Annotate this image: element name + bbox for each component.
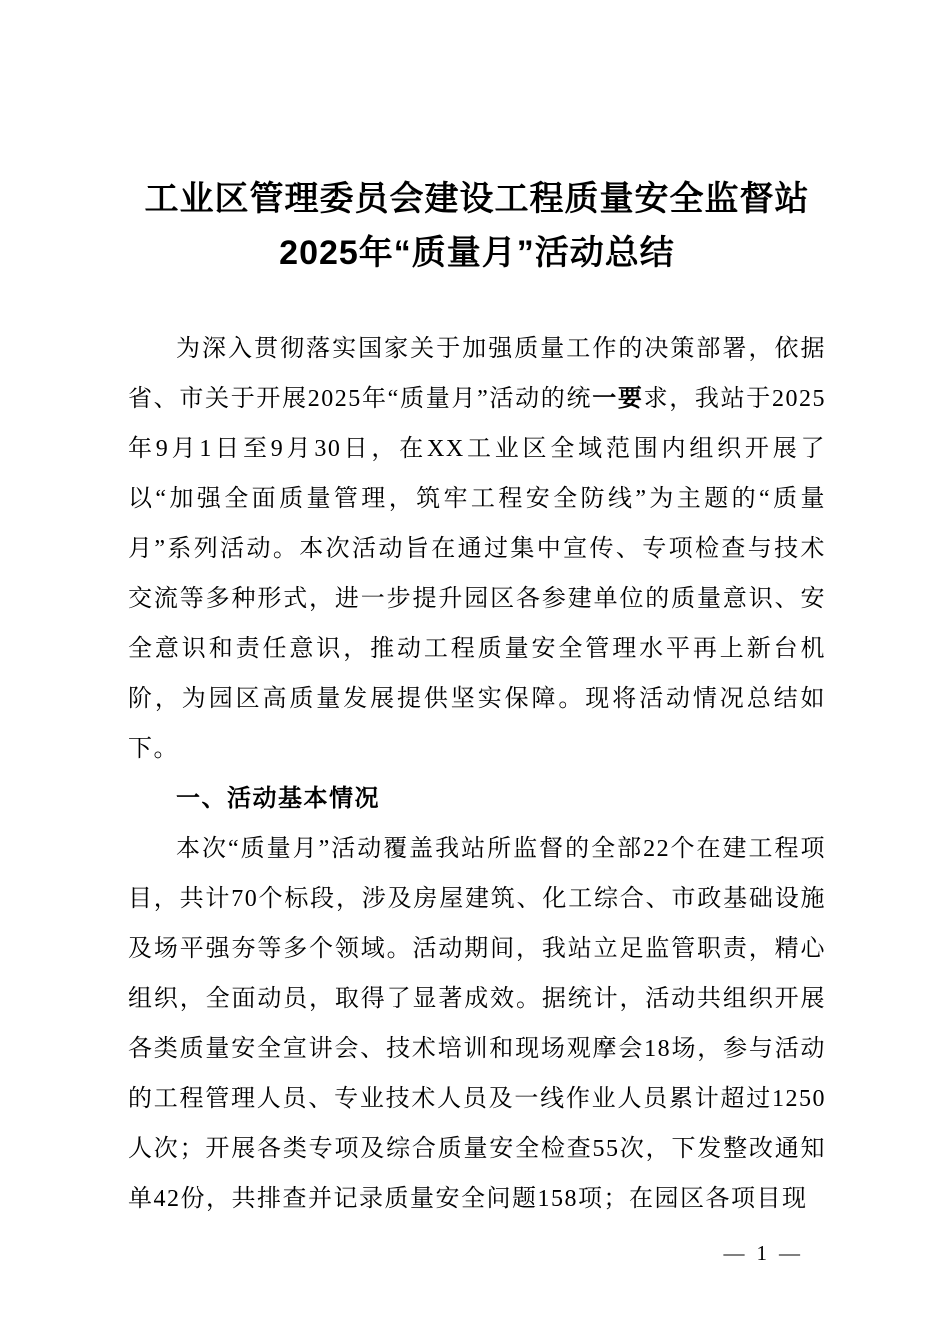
section-heading xyxy=(128,774,826,824)
document-title-line2: 2025年“质量月”活动总结 xyxy=(279,234,675,272)
page-footer xyxy=(724,1241,801,1266)
text-segment: 求，我站于2025年9月1日至9月30日，在XX工业区全域范围内组织开展了以“加强全面质量管理，筑牢工程安全防线”为主题的“质量月”系列活动。本次活动旨在通过集中宣传、专项检查与技术交流等多种形式，进一步提升园区各参建单位的质量意识、安全意识和责任意识，推动工程质量安全管理水平再上新台机阶，为园区高质量发展提供坚实保障。现将活动情况总结如下。 xyxy=(128,386,826,762)
document-title-line1: 工业区管理委员会建设工程质量安全监督站 xyxy=(144,180,810,218)
body-paragraph xyxy=(128,824,826,1224)
page-number: 1 xyxy=(756,1241,767,1265)
page-number-left-dash: — xyxy=(723,1241,745,1265)
text-segment: 本次“质量月”活动覆盖我站所监督的全部22个在建工程项目，共计70个标段，涉及房屋建筑、化工综合、市政基础设施及场平强夯等多个领域。活动期间，我站立足监管职责，精心组织，全面动员，取得了显著成效。据统计，活动共组织开展各类质量安全宣讲会、技术培训和现场观摩会18场，参与活动的工程管理人员、专业技术人员及一线作业人员累计超过1250人次；开展各类专项及综合质量安全检查55次，下发整改通知单42份，共排查并记录质量安全问题158项；在园区各项目现 xyxy=(128,836,826,1212)
document-body xyxy=(128,324,826,1224)
text-segment: 为深入贯彻落实国家关于加强质量工作的决策部署，依据省、市关于开展2025年“质量月”活动的统 xyxy=(128,336,826,412)
bold-text-segment: 一、活动基本情况 xyxy=(176,785,380,812)
document-title xyxy=(128,172,826,280)
bold-text-segment: 一要 xyxy=(592,386,644,412)
page-number-right-dash: — xyxy=(779,1241,800,1265)
body-paragraph xyxy=(128,324,826,774)
